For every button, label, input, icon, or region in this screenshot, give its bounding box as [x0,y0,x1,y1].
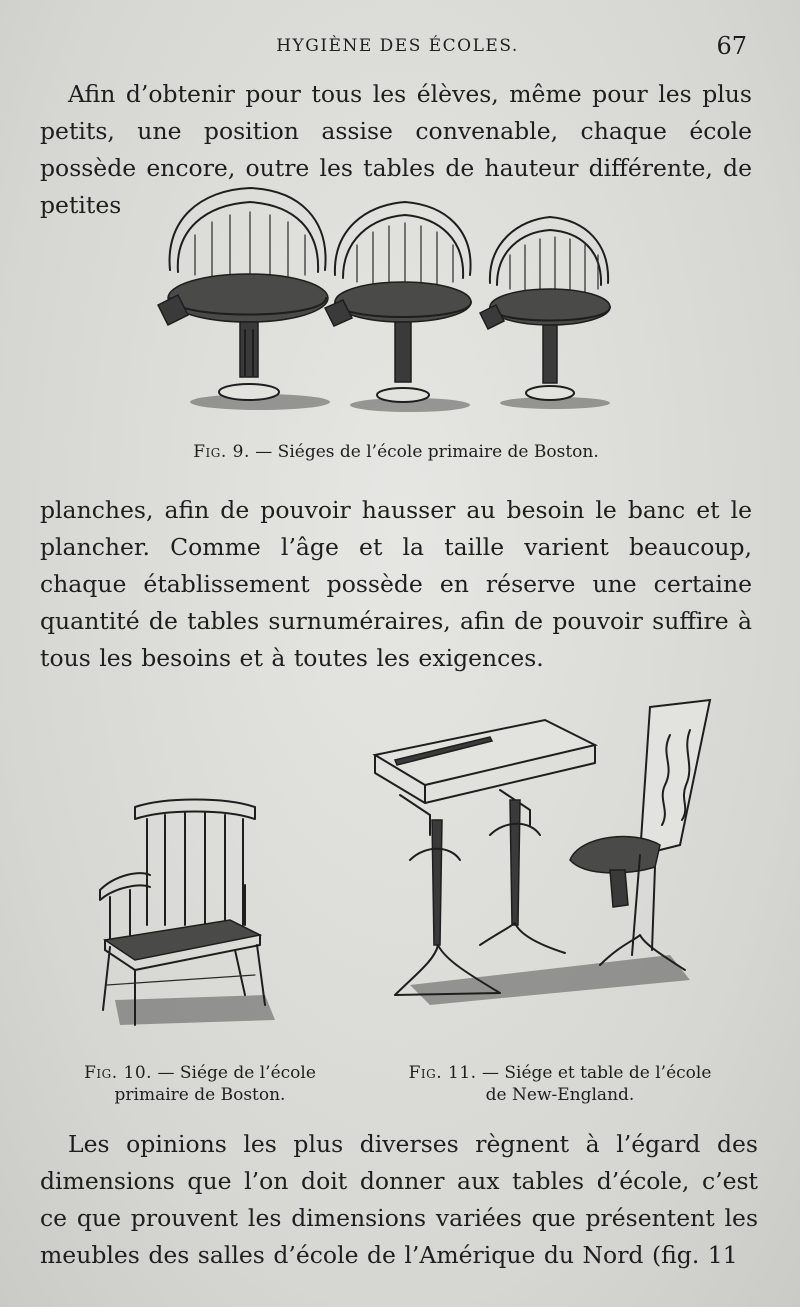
figure-11-label: Fig. 11. [408,1063,477,1083]
paragraph-2: planches, afin de pouvoir hausser au besoin le banc et le plancher. Comme l’âge et la taille varient beaucoup, chaque établissement possède en réserve une certaine quantité de tables surnuméraires, afin de pouvoir suffire à tous les besoins et à toutes les exigences. [40,496,752,672]
fig9-chair-3 [480,217,610,409]
figure-10-caption-line-1: — Siége de l’école [157,1063,316,1083]
paragraph-1: Afin d’obtenir pour tous les élèves, même pour les plus petits, une position assise convenable, chaque école possède encore, outre les tables de hauteur différente, de petites [40,80,752,219]
figure-10-caption-line-2: primaire de Boston. [114,1085,286,1105]
page-number: 67 [716,32,747,60]
figure-11-caption-line-2: de New-England. [485,1085,635,1105]
figure-9-caption [40,441,752,463]
paragraph-3: Les opinions les plus diverses règnent à l’égard des dimensions que l’on doit donner aux tables d’école, c’est ce que prouvent les dimensions variées que présentent les meubles des salles d’école de l’Amérique du Nord (fig. 11 [40,1130,758,1269]
figure-10-caption [55,1062,345,1106]
fig9-chair-2 [325,202,471,412]
figure-10-label: Fig. 10. [84,1063,153,1083]
page-header [40,34,755,66]
figure-11-caption-line-1: — Siége et table de l’école [481,1063,712,1083]
fig9-chair-1 [158,188,330,410]
figure-10-illustration [95,795,285,1035]
figure-11-illustration [370,695,720,1015]
figure-9-illustration [150,180,620,420]
figure-11-caption [370,1062,750,1106]
figure-9-caption-text: — Siéges de l’école primaire de Boston. [255,442,599,462]
figure-9-label: Fig. 9. [193,442,250,462]
running-title: HYGIÈNE DES ÉCOLES. [276,36,519,56]
